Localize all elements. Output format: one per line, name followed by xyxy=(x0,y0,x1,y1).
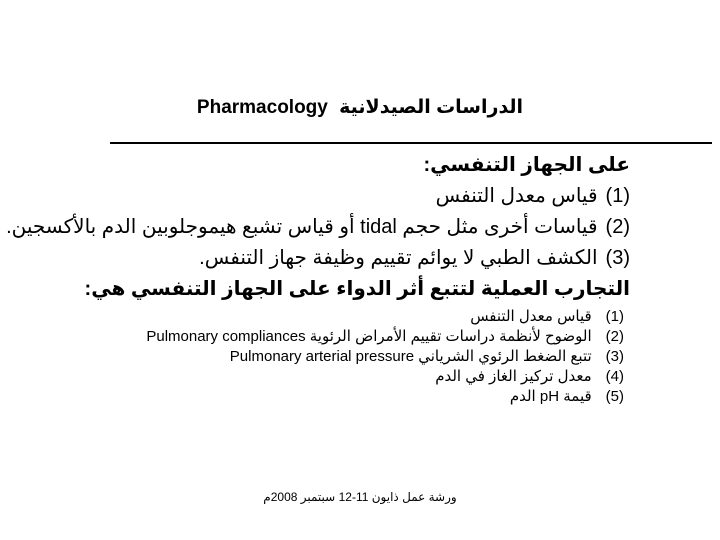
experiments-list xyxy=(70,307,624,407)
title-english: Pharmacology xyxy=(196,97,328,118)
heading-respiratory: على الجهاز التنفسي: xyxy=(423,154,630,176)
sub-item-number: (4) xyxy=(605,368,624,385)
list-item xyxy=(70,181,630,212)
slide-body xyxy=(6,150,630,407)
sub-item-number: (2) xyxy=(605,328,624,345)
sub-item-text: معدل تركيز الغاز في الدم xyxy=(435,368,592,385)
list-item xyxy=(6,212,630,243)
title-divider xyxy=(110,142,712,144)
sub-list-item xyxy=(70,367,624,387)
item-number: (2) xyxy=(605,216,630,238)
sub-item-text: تتبع الضغط الرئوي الشرياني Pulmonary arterial pressure xyxy=(229,348,592,365)
item-text: الكشف الطبي لا يوائم تقييم وظيفة جهاز التنفس. xyxy=(199,247,598,269)
sub-item-number: (3) xyxy=(605,348,624,365)
heading-experiments: التجارب العملية لتتبع أثر الدواء على الجهاز التنفسي هي: xyxy=(84,278,630,300)
item-text: قياس معدل التنفس xyxy=(435,185,598,207)
sub-list-item xyxy=(70,387,624,407)
sub-list-item xyxy=(70,307,624,327)
item-text: قياسات أخرى مثل حجم tidal أو قياس تشبع هيموجلوبين الدم بالأكسجين. xyxy=(6,216,598,238)
item-number: (3) xyxy=(605,247,630,269)
sub-list-item xyxy=(70,347,624,367)
slide-footer: ورشة عمل ذايون 11-12 سبتمبر 2008م xyxy=(263,490,457,504)
sub-item-text: الوضوح لأنظمة دراسات تقييم الأمراض الرئوية Pulmonary compliances xyxy=(146,328,592,345)
sub-item-number: (1) xyxy=(605,308,624,325)
sub-item-text: قيمة pH الدم xyxy=(509,388,592,405)
title-arabic: الدراسات الصيدلانية xyxy=(339,97,524,118)
list-item xyxy=(70,243,630,274)
item-number: (1) xyxy=(605,185,630,207)
sub-item-text: قياس معدل التنفس xyxy=(470,308,592,325)
slide-title xyxy=(0,96,720,119)
sub-list-item xyxy=(70,327,624,347)
sub-item-number: (5) xyxy=(605,388,624,405)
